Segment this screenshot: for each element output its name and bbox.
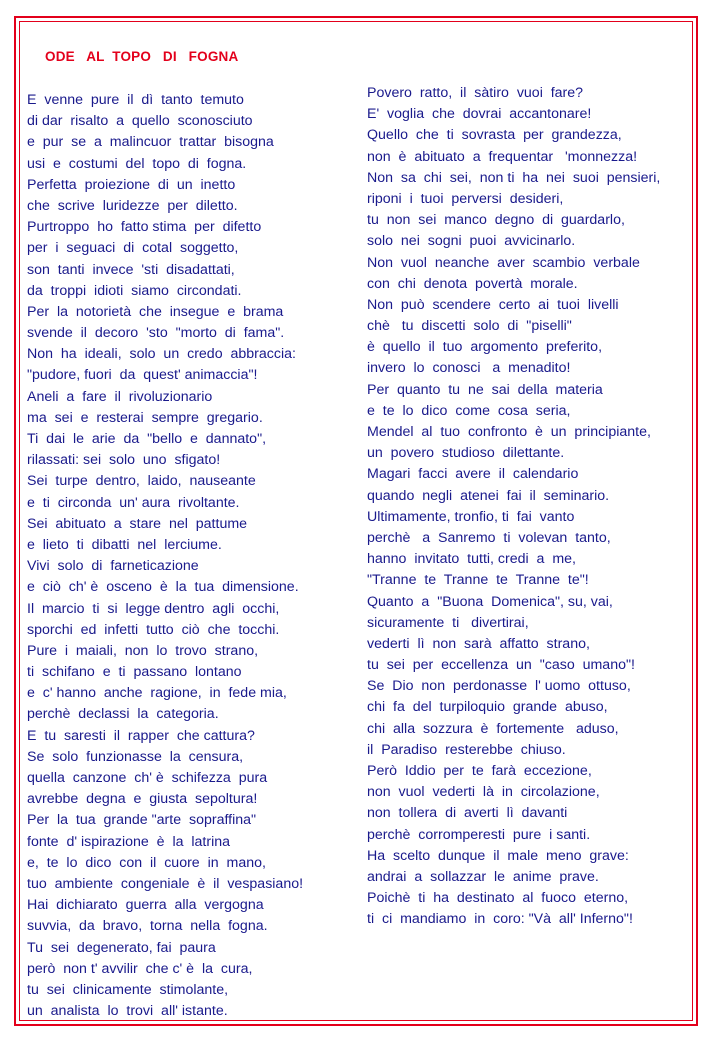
poem-line: Mendel al tuo confronto è un principiante, bbox=[367, 424, 651, 440]
poem-line: sporchi ed infetti tutto ciò che tocchi. bbox=[27, 621, 280, 638]
poem-line: è quello il tuo argomento preferito, bbox=[367, 339, 603, 356]
poem-line: "pudore, fuori da quest' animaccia"! bbox=[27, 367, 258, 384]
poem-right-column bbox=[367, 83, 660, 931]
poem-line: Non ha ideali, solo un credo abbraccia: bbox=[27, 346, 296, 363]
poem-line: fonte d' ispirazione è la latrina bbox=[27, 833, 231, 850]
poem-line: Pure i maiali, non lo trovo strano, bbox=[27, 642, 259, 659]
poem-line: tu sei per eccellenza un "caso umano"! bbox=[367, 657, 635, 674]
poem-line: però non t' avvilir che c' è la cura, bbox=[27, 960, 253, 977]
poem-line: Per la tua grande "arte sopraffina" bbox=[27, 812, 257, 829]
poem-line: un analista lo trovi all' istante. bbox=[27, 1003, 228, 1020]
poem-line: riponi i tuoi perversi desideri, bbox=[367, 190, 564, 207]
poem-line: non tollera di averti lì davanti bbox=[367, 805, 568, 822]
poem-line: Aneli a fare il rivoluzionario bbox=[27, 388, 213, 405]
poem-line: il Paradiso resterebbe chiuso. bbox=[367, 741, 566, 758]
poem-line: Quanto a "Buona Domenica", su, vai, bbox=[367, 593, 613, 610]
poem-line: da troppi idioti siamo circondati. bbox=[27, 282, 242, 299]
poem-line: vederti lì non sarà affatto strano, bbox=[367, 635, 590, 652]
poem-line: Povero ratto, il sàtiro vuoi fare? bbox=[367, 85, 584, 101]
poem-line: e pur se a malincuor trattar bisogna bbox=[27, 134, 274, 151]
poem-line: E' voglia che dovrai accantonare! bbox=[367, 106, 592, 123]
poem-line: andrai a sollazzar le anime prave. bbox=[367, 868, 599, 885]
poem-line: hanno invitato tutti, credi a me, bbox=[367, 551, 576, 568]
poem-line: Sei abituato a stare nel pattume bbox=[27, 515, 248, 532]
poem-line: avrebbe degna e giusta sepoltura! bbox=[27, 791, 258, 808]
poem-line: invero lo conosci a menadito! bbox=[367, 360, 571, 377]
poem-line: Per la notorietà che insegue e brama bbox=[27, 303, 284, 320]
poem-line: Però Iddio per te farà eccezione, bbox=[367, 763, 592, 779]
poem-line: perchè corromperesti pure i santi. bbox=[367, 826, 591, 843]
poem-line: e ciò ch' è osceno è la tua dimensione. bbox=[27, 579, 299, 596]
poem-line: Ti dai le arie da "bello e dannato", bbox=[27, 431, 267, 447]
poem-line: solo nei sogni puoi avvicinarlo. bbox=[367, 233, 576, 250]
poem-line: non vuol vederti là in circolazione, bbox=[367, 784, 600, 801]
poem-line: quando negli atenei fai il seminario. bbox=[367, 487, 610, 504]
poem-line: son tanti invece 'sti disadattati, bbox=[27, 261, 235, 278]
poem-line: Non può scendere certo ai tuoi livelli bbox=[367, 296, 619, 313]
poem-line: svende il decoro 'sto "morto di fama". bbox=[27, 325, 285, 342]
poem-line: Sei turpe dentro, laido, nauseante bbox=[27, 473, 256, 490]
poem-line: ti ci mandiamo in coro: "Và all' Inferno"! bbox=[367, 911, 633, 928]
poem-line: tu sei clinicamente stimolante, bbox=[27, 981, 229, 998]
poem-line: e, te lo dico con il cuore in mano, bbox=[27, 854, 266, 871]
poem-line: un povero studioso dilettante. bbox=[367, 445, 565, 462]
poem-line: tu non sei manco degno di guardarlo, bbox=[367, 212, 625, 229]
poem-line: chi fa del turpiloquio grande abuso, bbox=[367, 699, 608, 716]
poem-line: Ha scelto dunque il male meno grave: bbox=[367, 847, 629, 864]
poem-line: Se Dio non perdonasse l' uomo ottuso, bbox=[367, 678, 631, 695]
poem-line: Quello che ti sovrasta per grandezza, bbox=[367, 127, 622, 144]
poem-line: suvvia, da bravo, torna nella fogna. bbox=[27, 918, 268, 935]
poem-line: non è abituato a frequentar 'monnezza! bbox=[367, 148, 638, 165]
poem-line: Non sa chi sei, non ti ha nei suoi pensieri, bbox=[367, 169, 661, 186]
poem-line: Se solo funzionasse la censura, bbox=[27, 748, 244, 765]
poem-line: Tu sei degenerato, fai paura bbox=[27, 939, 216, 956]
poem-line: e ti circonda un' aura rivoltante. bbox=[27, 494, 240, 511]
poem-line: chè tu discetti solo di "piselli" bbox=[367, 318, 572, 335]
poem-line: Perfetta proiezione di un inetto bbox=[27, 176, 236, 193]
poem-title: ODE AL TOPO DI FOGNA bbox=[45, 49, 239, 64]
poem-line: Il marcio ti si legge dentro agli occhi, bbox=[27, 600, 280, 617]
poem-line: perchè declassi la categoria. bbox=[27, 706, 219, 723]
poem-line: Hai dichiarato guerra alla vergogna bbox=[27, 897, 264, 914]
poem-line: E tu saresti il rapper che cattura? bbox=[27, 727, 255, 744]
poem-line: usi e costumi del topo di fogna. bbox=[27, 155, 247, 172]
poem-line: Vivi solo di farneticazione bbox=[27, 558, 199, 575]
poem-line: e te lo dico come cosa seria, bbox=[367, 402, 571, 419]
poem-line: E venne pure il dì tanto temuto bbox=[27, 92, 244, 108]
poem-line: Magari facci avere il calendario bbox=[367, 466, 579, 483]
poem-line: Purtroppo ho fatto stima per difetto bbox=[27, 219, 262, 236]
poem-line: sicuramente ti divertirai, bbox=[367, 614, 529, 631]
poem-line: perchè a Sanremo ti volevan tanto, bbox=[367, 529, 611, 546]
poem-line: Per quanto tu ne sai della materia bbox=[367, 381, 603, 398]
poem-line: tuo ambiente congeniale è il vespasiano! bbox=[27, 875, 304, 892]
poem-line: di dar risalto a quello sconosciuto bbox=[27, 113, 253, 130]
poem-line: che scrive luridezze per diletto. bbox=[27, 197, 238, 214]
poem-line: ti schifano e ti passano lontano bbox=[27, 664, 242, 681]
poem-line: Poichè ti ha destinato al fuoco eterno, bbox=[367, 890, 629, 907]
poem-line: rilassati: sei solo uno sfigato! bbox=[27, 452, 221, 469]
poem-line: per i seguaci di cotal soggetto, bbox=[27, 240, 239, 257]
poem-line: chi alla sozzura è fortemente aduso, bbox=[367, 720, 619, 737]
poem-line: Non vuol neanche aver scambio verbale bbox=[367, 254, 640, 271]
poem-line: Ultimamente, tronfio, ti fai vanto bbox=[367, 508, 575, 525]
poem-line: quella canzone ch' è schifezza pura bbox=[27, 770, 268, 786]
poem-line: e lieto ti dibatti nel lerciume. bbox=[27, 536, 222, 553]
poem-left-column bbox=[27, 90, 303, 1022]
poem-line: ma sei e resterai sempre gregario. bbox=[27, 409, 263, 426]
poem-line: "Tranne te Tranne te Tranne te"! bbox=[367, 572, 589, 589]
poem-line: con chi denota povertà morale. bbox=[367, 275, 578, 292]
poem-line: e c' hanno anche ragione, in fede mia, bbox=[27, 685, 287, 702]
